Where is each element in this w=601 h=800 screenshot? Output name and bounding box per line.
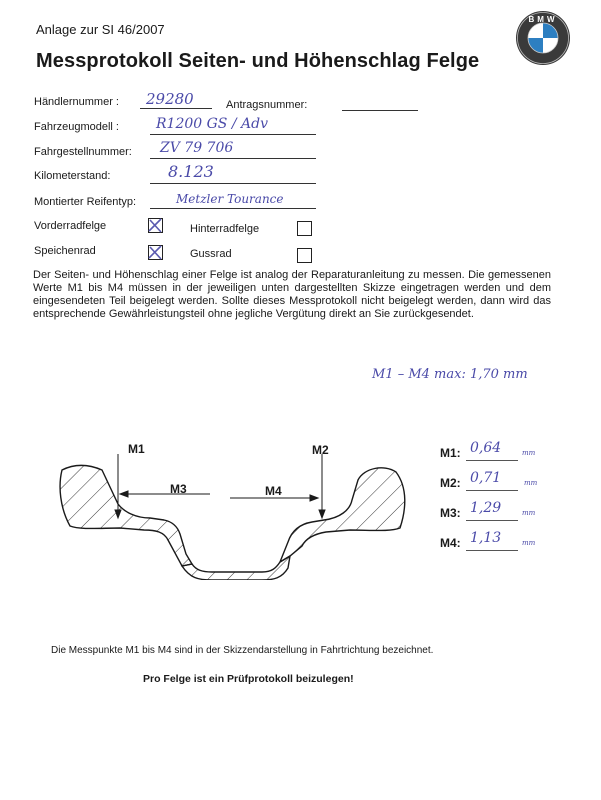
one-protocol-per-rim-note: Pro Felge ist ein Prüfprotokoll beizulegen! (143, 673, 354, 685)
tyre-type-line (150, 208, 316, 209)
chassis-number-value: ZV 79 706 (160, 140, 234, 156)
annex-reference: Anlage zur SI 46/2007 (36, 22, 165, 37)
measurement-line (466, 460, 518, 461)
measurement-line (466, 550, 518, 551)
measurement-unit: mm (524, 479, 538, 487)
m1-diagram-label: M1 (128, 442, 145, 456)
max-tolerance-note: M1 – M4 max: 1,70 mm (372, 367, 528, 382)
tyre-type-label: Montierter Reifentyp: (34, 196, 137, 208)
checkmark-icon (146, 216, 165, 235)
document-title: Messprotokoll Seiten- und Höhenschlag Felge (36, 50, 480, 72)
chassis-number-line (150, 158, 316, 159)
m4-diagram-label: M4 (265, 484, 282, 498)
dealer-number-label: Händlernummer : (34, 96, 119, 108)
measurement-unit: mm (522, 509, 536, 517)
measurement-value: 1,13 (470, 530, 502, 546)
measurement-points-note: Die Messpunkte M1 bis M4 sind in der Skizzendarstellung in Fahrtrichtung bezeichnet. (51, 645, 434, 656)
cast-wheel-label: Gussrad (190, 248, 232, 260)
chassis-number-label: Fahrgestellnummer: (34, 146, 132, 158)
request-number-line (342, 110, 418, 111)
measurement-value: 0,64 (470, 440, 502, 456)
front-rim-label: Vorderradfelge (34, 220, 107, 232)
measurement-label: M2: (440, 476, 461, 490)
mileage-line (150, 183, 316, 184)
cast-wheel-checkbox[interactable] (297, 248, 312, 263)
measurement-label: M3: (440, 506, 461, 520)
measurement-unit: mm (522, 539, 536, 547)
spoke-wheel-checkbox[interactable] (148, 245, 163, 260)
rear-rim-label: Hinterradfelge (190, 223, 260, 235)
mileage-value: 8.123 (168, 162, 214, 181)
measurement-unit: mm (522, 449, 536, 457)
vehicle-model-line (150, 134, 316, 135)
measurement-label: M1: (440, 446, 461, 460)
measurement-value: 0,71 (470, 470, 502, 486)
instructions-paragraph: Der Seiten- und Höhenschlag einer Felge ist analog der Reparaturanleitung zu messen. Die gemessenen Werte M1 bis M4 müssen in der jeweiligen unten dargestellten Skizze eingetragen werden und dem eingesendeten Teil beigelegt werden. Sollte dieses Messprotokoll nicht beigelegt werden, dann wird das entsprechende Gewährleistungsteil ohne jegliche Vergütung direkt an Sie zurückgesendet. (33, 269, 551, 320)
checkmark-icon (146, 243, 165, 262)
vehicle-model-value: R1200 GS / Adv (156, 116, 268, 132)
bmw-logo (515, 10, 571, 66)
request-number-label: Antragsnummer: (226, 99, 308, 111)
measurement-line (466, 490, 518, 491)
measurement-line (466, 520, 518, 521)
tyre-type-value: Metzler Tourance (176, 192, 284, 206)
rear-rim-checkbox[interactable] (297, 221, 312, 236)
vehicle-model-label: Fahrzeugmodell : (34, 121, 119, 133)
dealer-number-line (140, 108, 212, 109)
rim-profile-diagram (40, 430, 430, 580)
dealer-number-value: 29280 (146, 90, 194, 108)
m3-diagram-label: M3 (170, 482, 187, 496)
front-rim-checkbox[interactable] (148, 218, 163, 233)
measurement-value: 1,29 (470, 500, 502, 516)
measurement-arrows (115, 454, 325, 518)
m2-diagram-label: M2 (312, 443, 329, 457)
mileage-label: Kilometerstand: (34, 170, 111, 182)
rim-cross-section (60, 466, 405, 581)
spoke-wheel-label: Speichenrad (34, 245, 96, 257)
measurement-label: M4: (440, 536, 461, 550)
logo-lettering: BMW (528, 15, 558, 24)
